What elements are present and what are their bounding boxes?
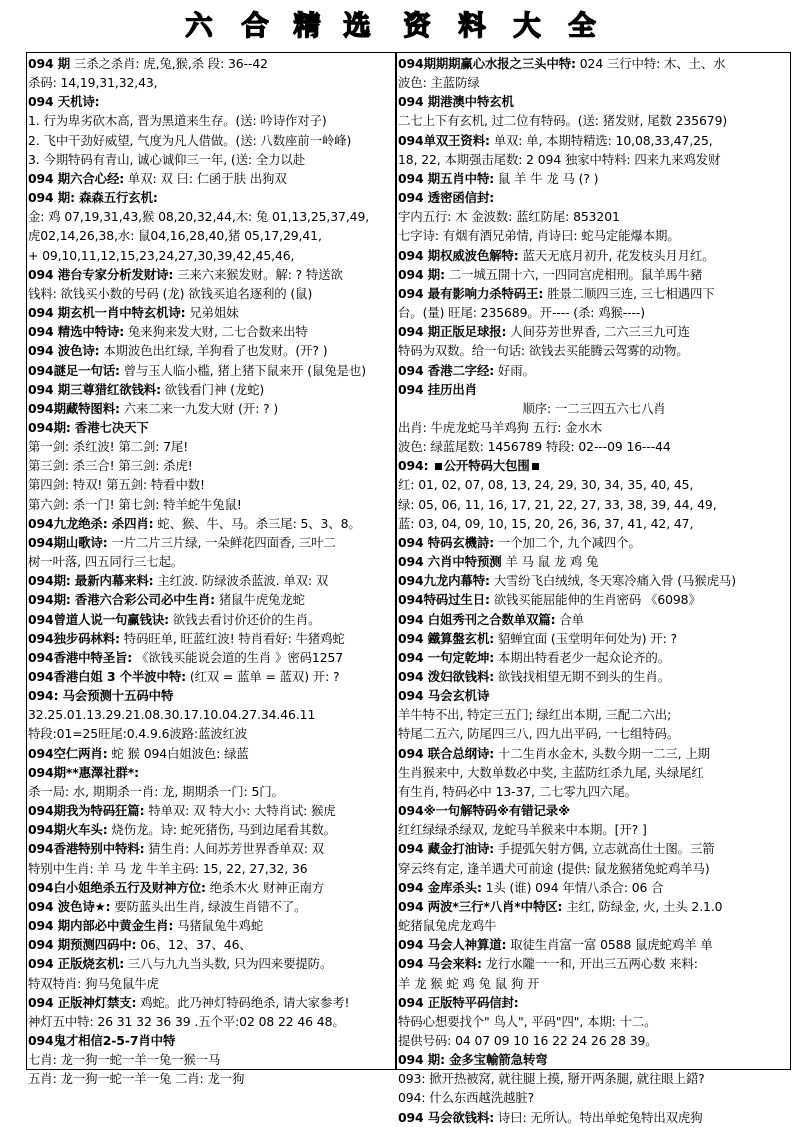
item-text: 兔来狗来发大财, 二七合数来出特 bbox=[124, 324, 308, 340]
item-text: 波色: 绿蓝尾数: 1456789 特段: 02---09 16---44 bbox=[398, 439, 671, 455]
right-text-line bbox=[398, 207, 790, 226]
right-text-line bbox=[398, 1069, 790, 1088]
item-text: 欲钱看门神 (龙蛇) bbox=[160, 381, 265, 397]
left-text-line bbox=[28, 552, 394, 571]
item-text: 红红绿绿杀绿双, 龙蛇马羊猴来中本期。[开? ] bbox=[398, 822, 647, 838]
item-text: 特别中生肖: 羊 马 龙 牛羊主码: 15, 22, 27,32, 36 bbox=[28, 860, 308, 876]
item-text: 金: 鸡 07,19,31,43,猴 08,20,32,44,木: 兔 01,13,25,37,49, bbox=[28, 209, 370, 225]
item-heading: 094白小姐绝杀五行及财神方位: bbox=[28, 879, 206, 895]
item-heading: 094 六肖中特预测 bbox=[398, 554, 502, 570]
item-text: 094: 什么东西越洗越脏? bbox=[398, 1090, 535, 1106]
item-heading: 094 正版特平码信封: bbox=[398, 994, 519, 1010]
item-heading: 094 鐵算盤玄机: bbox=[398, 630, 495, 646]
right-text-line bbox=[398, 514, 790, 533]
item-heading: 094 金库杀头: bbox=[398, 879, 482, 895]
left-text-line bbox=[28, 169, 394, 188]
item-text: 好雨。 bbox=[494, 362, 535, 378]
item-text: 猜生肖: 人间苏芳世界香单双: 双 bbox=[144, 841, 324, 857]
square-bullet-icon bbox=[435, 463, 442, 470]
left-text-line bbox=[28, 322, 394, 341]
right-text-line bbox=[398, 610, 790, 629]
right-text-line bbox=[398, 1012, 790, 1031]
left-text-line bbox=[28, 399, 394, 418]
right-text-line bbox=[398, 571, 790, 590]
item-text: 1头 (谁) 094 年情八杀合: 06 合 bbox=[481, 879, 664, 895]
right-text-line bbox=[398, 839, 790, 858]
item-text: 欲钱去看讨价还价的生肖。 bbox=[169, 611, 321, 627]
item-text: 龙行水隴一一和, 开出三五两心数 来料: bbox=[481, 956, 698, 972]
left-text-line bbox=[28, 150, 394, 169]
item-text: 羊 龙 猴 蛇 鸡 兔 鼠 狗 开 bbox=[398, 975, 540, 991]
left-column bbox=[28, 54, 394, 1087]
left-text-line bbox=[28, 92, 394, 111]
left-text-line bbox=[28, 456, 394, 475]
right-text-line bbox=[398, 686, 790, 705]
left-text-line bbox=[28, 590, 394, 609]
item-text: 羊牛特不出, 特定三五门; 绿红出本期, 三配二六出; bbox=[398, 707, 672, 723]
left-text-line bbox=[28, 514, 394, 533]
right-text-line bbox=[398, 648, 790, 667]
right-text-line bbox=[398, 131, 790, 150]
item-text: 特码心想要找个" 鸟人", 平码"四", 本期: 十二。 bbox=[398, 1013, 657, 1029]
left-text-line bbox=[28, 610, 394, 629]
left-text-line bbox=[28, 667, 394, 686]
item-heading: 094 期玄机一肖中特玄机诗: bbox=[28, 305, 186, 321]
right-text-line bbox=[398, 456, 790, 475]
right-text-line bbox=[398, 820, 790, 839]
item-text: 1. 行为卑劣砍木高, 晋为黑道来生存。(送: 吟诗作对子) bbox=[28, 113, 327, 129]
item-text: 顺序: 一二三四五六七八肖 bbox=[522, 400, 666, 416]
item-text: 特码旺单, 旺蓝红波! 特肖看好: 牛猪鸡蛇 bbox=[119, 630, 345, 646]
left-text-line bbox=[28, 916, 394, 935]
item-heading: 094 期: 金多宝輸箭急转弯 bbox=[398, 1052, 548, 1068]
item-heading: 094 期五肖中特: bbox=[398, 170, 495, 186]
item-heading: 094香港特别中特料: bbox=[28, 841, 145, 857]
item-text: 单双: 单, 本期特精选: 10,08,33,47,25, bbox=[489, 132, 713, 148]
item-heading: 094九龙内幕特: bbox=[398, 573, 490, 589]
item-heading: 094※一句解特码※有错记录※ bbox=[398, 803, 571, 819]
item-text: 六来二来一九发大财 (开: ? ) bbox=[119, 400, 279, 416]
item-heading: 094独步码林料: bbox=[28, 630, 120, 646]
item-text: 鼠 羊 牛 龙 马 (? ) bbox=[494, 170, 599, 186]
item-text: 五肖: 龙一狗一蛇一羊一兔 二肖: 龙一狗 bbox=[28, 1071, 245, 1087]
item-text: 蛇猪鼠兔虎龙鸡牛 bbox=[398, 918, 497, 934]
item-text: 红: 01, 02, 07, 08, 13, 24, 29, 30, 34, 35, 40, 45, bbox=[398, 477, 694, 493]
item-heading: 094 正版烧玄机: bbox=[28, 956, 125, 972]
item-heading: 094 期预测四码中: bbox=[28, 937, 137, 953]
item-text: 本期波色出红绿, 羊狗看了也发财。(开? ) bbox=[99, 343, 328, 359]
right-text-line bbox=[398, 54, 790, 73]
item-heading: 094期藏特图料: bbox=[28, 400, 120, 416]
left-text-line bbox=[28, 341, 394, 360]
item-heading: 094期: 香港七决天下 bbox=[28, 419, 149, 435]
item-heading: 094 期 bbox=[28, 56, 71, 71]
item-text: 树一叶落, 四五同行三七起。 bbox=[28, 554, 184, 570]
item-heading: 094期: 最新内幕来料: bbox=[28, 573, 154, 589]
left-text-line bbox=[28, 763, 394, 782]
left-text-line bbox=[28, 935, 394, 954]
item-heading: 094期火车头: bbox=[28, 822, 108, 838]
item-heading: 094 联合总纲诗: bbox=[398, 745, 495, 761]
item-heading: 094 马会来料: bbox=[398, 956, 482, 972]
right-text-line bbox=[398, 763, 790, 782]
item-text: 特段:01=25旺尾:0.4.9.6波路:蓝波红波 bbox=[28, 726, 248, 742]
item-text: 烧伤龙。诗: 蛇死猪伤, 马到边尾看其数。 bbox=[107, 822, 336, 838]
item-text: 特码为双数。给一句话: 欲钱去买能腾云驾雾的动物。 bbox=[398, 343, 689, 359]
item-text: 合单 bbox=[555, 611, 584, 627]
item-text: 曾与玉人临小槛, 猪上猪下鼠来开 (鼠兔是也) bbox=[119, 362, 366, 378]
left-text-line bbox=[28, 629, 394, 648]
right-text-line bbox=[398, 265, 790, 284]
item-text: 胜景二顺四三连, 三七相遇四下 bbox=[543, 285, 715, 301]
item-text: 波色: 主蓝防绿 bbox=[398, 75, 480, 91]
right-text-line bbox=[398, 859, 790, 878]
item-text: 三杀之杀肖: 虎,兔,猴,杀 段: 36--42 bbox=[70, 56, 268, 71]
right-text-line bbox=[398, 801, 790, 820]
item-heading: 094 天机诗: bbox=[28, 94, 100, 110]
item-text: 一片二片三片绿, 一朵鲜花四面香, 三叶二 bbox=[107, 534, 336, 550]
left-text-line bbox=[28, 303, 394, 322]
item-text: 虎02,14,26,38,水: 鼠04,16,28,40,猪 05,17,29,41, bbox=[28, 228, 322, 244]
left-text-line bbox=[28, 705, 394, 724]
item-heading: 094期我为特码狂篇: bbox=[28, 803, 145, 819]
item-text: 杀码: 14,19,31,32,43, bbox=[28, 75, 158, 91]
right-text-line bbox=[398, 437, 790, 456]
item-heading: 094 马会欲钱料: bbox=[398, 1109, 495, 1125]
item-heading: 094 期: bbox=[398, 266, 445, 282]
right-text-line bbox=[398, 724, 790, 743]
item-text: 七字诗: 有烟有酒兄弟情, 肖诗曰: 蛇马定能爆本期。 bbox=[398, 228, 680, 244]
right-text-line bbox=[398, 341, 790, 360]
right-text-line bbox=[398, 878, 790, 897]
item-text: 绝杀木火 财神正南方 bbox=[205, 879, 325, 895]
title-char: 精 bbox=[293, 11, 321, 42]
right-text-line bbox=[398, 629, 790, 648]
item-heading: 094 挂历出肖 bbox=[398, 381, 477, 397]
item-text: (红双 = 蓝单 = 蓝双) 开: ? bbox=[185, 669, 340, 684]
left-text-line bbox=[28, 265, 394, 284]
right-text-line bbox=[398, 73, 790, 92]
item-text: 貂蝉宜面 (玉堂明年何处为) 开: ? bbox=[494, 630, 677, 646]
title-char: 全 bbox=[568, 11, 596, 42]
left-text-line bbox=[28, 437, 394, 456]
item-text: 钱料: 欲钱买小数的号码 (龙) 欲钱买追名逐利的 (鼠) bbox=[28, 285, 313, 301]
item-text: 第三剑: 杀三合! 第三剑: 杀虎! bbox=[28, 458, 193, 474]
column-divider bbox=[395, 52, 397, 1070]
item-text: 出肖: 牛虎龙蛇马羊鸡狗 五行: 金水木 bbox=[398, 419, 603, 435]
item-text: 台。(量) 旺尾: 235689。开---- (杀: 鸡猴----) bbox=[398, 305, 646, 321]
right-text-line bbox=[398, 475, 790, 494]
left-text-line bbox=[28, 571, 394, 590]
title-char: 大 bbox=[513, 11, 541, 42]
left-text-line bbox=[28, 188, 394, 207]
item-text: 提供号码: 04 07 09 10 16 22 24 26 28 39。 bbox=[398, 1032, 658, 1048]
item-heading: 094期期期赢心水报之三头中特: bbox=[398, 56, 576, 71]
item-text: 18, 22, 本期强击尾数: 2 094 独家中特料: 四来九来鸡发财 bbox=[398, 151, 721, 167]
item-text: 第四剑: 特双! 第五剑: 特看中数! bbox=[28, 477, 205, 493]
right-text-line bbox=[398, 246, 790, 265]
left-text-line bbox=[28, 246, 394, 265]
item-text: 主红, 防绿金, 火, 土头 2.1.0 bbox=[562, 898, 723, 914]
left-text-line bbox=[28, 475, 394, 494]
item-heading: 094香港中特圣旨: bbox=[28, 649, 133, 665]
item-heading: 094 特码玄機詩: bbox=[398, 534, 495, 550]
item-heading: 094 期六合心经: bbox=[28, 170, 125, 186]
item-text: 093: 掀开热被窝, 就往腿上摸, 掰开两条腿, 就往眼上鍣? bbox=[398, 1071, 705, 1087]
right-text-line bbox=[398, 495, 790, 514]
left-text-line bbox=[28, 1012, 394, 1031]
left-text-line bbox=[28, 1050, 394, 1069]
right-text-line bbox=[398, 1088, 790, 1107]
item-text: 鸡蛇。此乃神灯特码绝杀, 请大家参考! bbox=[136, 994, 350, 1010]
item-text: 有生肖, 特码必中 13-37, 二七零九四六尾。 bbox=[398, 783, 638, 799]
left-text-line bbox=[28, 207, 394, 226]
item-heading: 094 藏金打油诗: bbox=[398, 841, 495, 857]
item-text: 取徒生肖富一富 0588 鼠虎蛇鸡羊 单 bbox=[506, 937, 713, 953]
right-text-line bbox=[398, 974, 790, 993]
item-text: 本期出特看老少一起众论齐的。 bbox=[494, 649, 671, 665]
item-text: 第一剑: 杀红波! 第二剑: 7尾! bbox=[28, 439, 189, 455]
right-text-line bbox=[398, 744, 790, 763]
item-text: 绿: 05, 06, 11, 16, 17, 21, 22, 27, 33, 38, 39, 44, 49, bbox=[398, 496, 717, 512]
item-text: 二一城五開十六, 一四同宫虎相刑。鼠羊馬牛豬 bbox=[444, 266, 703, 282]
item-text: 蛇、猴、牛、马。杀三尾: 5、3、8。 bbox=[153, 515, 361, 531]
item-text: 猪鼠牛虎兔龙蛇 bbox=[214, 592, 305, 608]
right-text-line bbox=[398, 916, 790, 935]
title-char: 六 bbox=[185, 11, 213, 42]
item-heading: 094: 马会预测十五码中特 bbox=[28, 688, 174, 704]
item-heading: 094 期正版足球报: bbox=[398, 324, 507, 340]
item-text: + 09,10,11,12,15,23,24,27,30,39,42,45,46, bbox=[28, 247, 295, 263]
item-text: 马猪鼠兔牛鸡蛇 bbox=[173, 918, 264, 934]
item-text: 特单双: 双 特大小: 大特肖试: 猴虎 bbox=[144, 803, 336, 819]
item-text: 蛇 猴 094白姐波色: 绿蓝 bbox=[107, 745, 249, 761]
right-text-line bbox=[398, 226, 790, 245]
item-text: 诗曰: 无所认。特出单蛇兔特出双虎狗 bbox=[494, 1109, 703, 1125]
left-text-line bbox=[28, 897, 394, 916]
item-text: 大雪纷飞白绒绒, 冬天寒冷痛入骨 (马猴虎马) bbox=[489, 573, 736, 589]
item-text: 要防蓝头出生肖, 绿波生肖错不了。 bbox=[110, 898, 307, 914]
item-text: 十二生肖水金木, 头数今期一二三, 上期 bbox=[494, 745, 710, 761]
left-text-line bbox=[28, 724, 394, 743]
right-text-line bbox=[398, 1031, 790, 1050]
right-text-line bbox=[398, 92, 790, 111]
left-text-line bbox=[28, 648, 394, 667]
left-text-line bbox=[28, 111, 394, 130]
item-text: 二七上下有玄机, 过二位有特码。(送: 猪发财, 尾数 235679) bbox=[398, 113, 728, 129]
right-text-line bbox=[398, 1108, 790, 1127]
item-text: 神灯五中特: 26 31 32 36 39 .五个平:02 08 22 46 48。 bbox=[28, 1013, 345, 1029]
title-char: 料 bbox=[458, 11, 486, 42]
item-text: 七肖: 龙一狗一蛇一羊一兔一猴一马 bbox=[28, 1052, 221, 1068]
item-text: 三八与九九当头数, 只为四来要提防。 bbox=[124, 956, 333, 972]
item-text: 杀一局: 水, 期期杀一肖: 龙, 期期杀一门: 5门。 bbox=[28, 783, 284, 799]
item-heading: 094期: 香港六合彩公司必中生肖: bbox=[28, 592, 215, 608]
left-text-line bbox=[28, 820, 394, 839]
title-char: 选 bbox=[343, 11, 371, 42]
right-text-line bbox=[398, 1050, 790, 1069]
right-text-line bbox=[398, 705, 790, 724]
item-heading: 094期山歌诗: bbox=[28, 534, 108, 550]
item-text: 人间芬芳世界香, 二六三三九可连 bbox=[506, 324, 690, 340]
right-text-line bbox=[398, 782, 790, 801]
item-heading: 094 波色诗: bbox=[28, 343, 100, 359]
right-text-line bbox=[398, 533, 790, 552]
item-text: 一个加二个, 九个减四个。 bbox=[494, 534, 641, 550]
left-text-line bbox=[28, 495, 394, 514]
item-heading: 094 泼妇欲钱料: bbox=[398, 669, 495, 684]
left-text-line bbox=[28, 131, 394, 150]
item-heading: 094鬼才相信2-5-7肖中特 bbox=[28, 1032, 176, 1048]
item-heading: 094 港台专家分析发财诗: bbox=[28, 266, 174, 282]
left-text-line bbox=[28, 54, 394, 73]
left-text-line bbox=[28, 859, 394, 878]
title-char: 资 bbox=[403, 11, 431, 42]
left-text-line bbox=[28, 954, 394, 973]
left-text-line bbox=[28, 993, 394, 1012]
item-text: 公开特码大包围 bbox=[443, 458, 530, 474]
right-text-line bbox=[398, 303, 790, 322]
left-text-line bbox=[28, 1031, 394, 1050]
item-heading: 094香港白姐 3 个半波中特: bbox=[28, 669, 186, 684]
item-heading: 094单双王资料: bbox=[398, 132, 490, 148]
item-heading: 094 期: 森森五行玄机: bbox=[28, 190, 158, 206]
item-text: 手提弧矢射方偶, 立志就高仕士图。三箭 bbox=[494, 841, 715, 857]
right-text-line bbox=[398, 111, 790, 130]
square-bullet-icon bbox=[532, 463, 539, 470]
item-text: 欲钱找相望无期不到头的生肖。 bbox=[494, 669, 671, 684]
right-text-line bbox=[398, 935, 790, 954]
right-text-line bbox=[398, 897, 790, 916]
left-text-line bbox=[28, 284, 394, 303]
right-text-line bbox=[398, 150, 790, 169]
item-text: 32.25.01.13.29.21.08.30.17.10.04.27.34.46.11 bbox=[28, 707, 316, 723]
item-heading: 094 白姐秀刊之合数单双篇: bbox=[398, 611, 556, 627]
left-text-line bbox=[28, 801, 394, 820]
item-text: 三来六来猴发财。解: ? 特送欲 bbox=[173, 266, 343, 282]
item-heading: 094 马会玄机诗 bbox=[398, 688, 490, 704]
left-text-line bbox=[28, 839, 394, 858]
left-text-line bbox=[28, 1069, 394, 1088]
title-char: 合 bbox=[241, 11, 269, 42]
item-heading: 094 一句定乾坤: bbox=[398, 649, 495, 665]
item-text: 兄弟姐妹 bbox=[185, 305, 239, 321]
item-heading: 094謎足一句话: bbox=[28, 362, 120, 378]
item-heading: 094 期权威波色解特: bbox=[398, 247, 519, 263]
item-heading: 094 期内部必中黄金生肖: bbox=[28, 918, 174, 934]
item-text: 2. 飞中干劲好威望, 气度为凡人借做。(送: 八数座前一岭峰) bbox=[28, 132, 352, 148]
left-text-line bbox=[28, 380, 394, 399]
item-heading: 094 期三尊猎红欲钱料: bbox=[28, 381, 161, 397]
item-heading: 094 马会人神算道: bbox=[398, 937, 507, 953]
item-heading: 094 透密函信封: bbox=[398, 190, 495, 206]
item-text: 欲钱买能屈能伸的生肖密码 《6098》 bbox=[489, 592, 701, 608]
left-text-line bbox=[28, 418, 394, 437]
right-column bbox=[398, 54, 790, 1125]
item-text: 穿云终有定, 逢羊遇犬可前途 (提供: 鼠龙猴猪兔蛇鸡羊马) bbox=[398, 860, 710, 876]
left-text-line bbox=[28, 878, 394, 897]
item-text: 单双: 双 曰: 仁函于肤 出狗双 bbox=[124, 170, 287, 186]
item-text: 蓝: 03, 04, 09, 10, 15, 20, 26, 36, 37, 41, 42, 47, bbox=[398, 515, 694, 531]
item-text: 06、12、37、46、 bbox=[136, 937, 252, 953]
item-text: 宇内五行: 木 金波数: 蓝红防尾: 853201 bbox=[398, 209, 620, 225]
right-text-line bbox=[398, 993, 790, 1012]
right-text-line bbox=[398, 380, 790, 399]
item-heading: 094九龙绝杀: 杀四肖: bbox=[28, 515, 154, 531]
item-heading: 094 香港二字经: bbox=[398, 362, 495, 378]
right-text-line bbox=[398, 169, 790, 188]
left-text-line bbox=[28, 974, 394, 993]
item-text: 第六剑: 杀一门! 第七剑: 特羊蛇牛兔鼠! bbox=[28, 496, 242, 512]
item-heading: 094期**惠澤社群*: bbox=[28, 764, 140, 780]
item-heading: 094特码过生日: bbox=[398, 592, 490, 608]
right-text-line bbox=[398, 590, 790, 609]
right-text-line bbox=[398, 399, 790, 418]
right-text-line bbox=[398, 418, 790, 437]
item-text: 主红波. 防绿波杀蓝波. 单双: 双 bbox=[153, 573, 329, 589]
left-text-line bbox=[28, 361, 394, 380]
right-text-line bbox=[398, 954, 790, 973]
item-text: 特双特肖: 狗马兔鼠牛虎 bbox=[28, 975, 159, 991]
left-text-line bbox=[28, 226, 394, 245]
left-text-line bbox=[28, 782, 394, 801]
right-text-line bbox=[398, 667, 790, 686]
right-text-line bbox=[398, 284, 790, 303]
right-text-line bbox=[398, 552, 790, 571]
item-heading: 094: bbox=[398, 458, 433, 474]
page-header bbox=[0, 0, 793, 48]
item-text: 蓝天无底月初升, 花发枝头月月红。 bbox=[518, 247, 715, 263]
right-text-line bbox=[398, 322, 790, 341]
item-heading: 094 最有影响力杀特码王: bbox=[398, 285, 544, 301]
item-text: 特尾二五六, 防尾四三八, 四九出平码, 一七组特码。 bbox=[398, 726, 680, 742]
left-text-line bbox=[28, 533, 394, 552]
left-text-line bbox=[28, 744, 394, 763]
item-heading: 094曾道人说一句赢钱诀: bbox=[28, 611, 170, 627]
left-text-line bbox=[28, 686, 394, 705]
item-heading: 094 两波*三行*八肖*中特区: bbox=[398, 898, 563, 914]
item-heading: 094 精选中特诗: bbox=[28, 324, 125, 340]
item-heading: 094空仁两肖: bbox=[28, 745, 108, 761]
item-heading: 094 波色诗★: bbox=[28, 898, 111, 914]
item-text: 3. 今期特码有青山, 诚心诚仰三一年, (送: 全力以赴 bbox=[28, 151, 305, 167]
right-text-line bbox=[398, 188, 790, 207]
right-text-line bbox=[398, 361, 790, 380]
left-text-line bbox=[28, 73, 394, 92]
item-heading: 094 正版神灯禁支: bbox=[28, 994, 137, 1010]
item-heading: 094 期港澳中特玄机 bbox=[398, 94, 514, 110]
item-text: 羊 马 鼠 龙 鸡 兔 bbox=[501, 554, 599, 570]
item-text: 《欲钱买能说会道的生肖 》密码1257 bbox=[132, 649, 344, 665]
item-text: 生肖猴来中, 大数单数必中奖, 主蓝防红杀九尾, 头绿尾红 bbox=[398, 764, 704, 780]
item-text: 024 三行中特: 木、土、水 bbox=[575, 56, 726, 71]
